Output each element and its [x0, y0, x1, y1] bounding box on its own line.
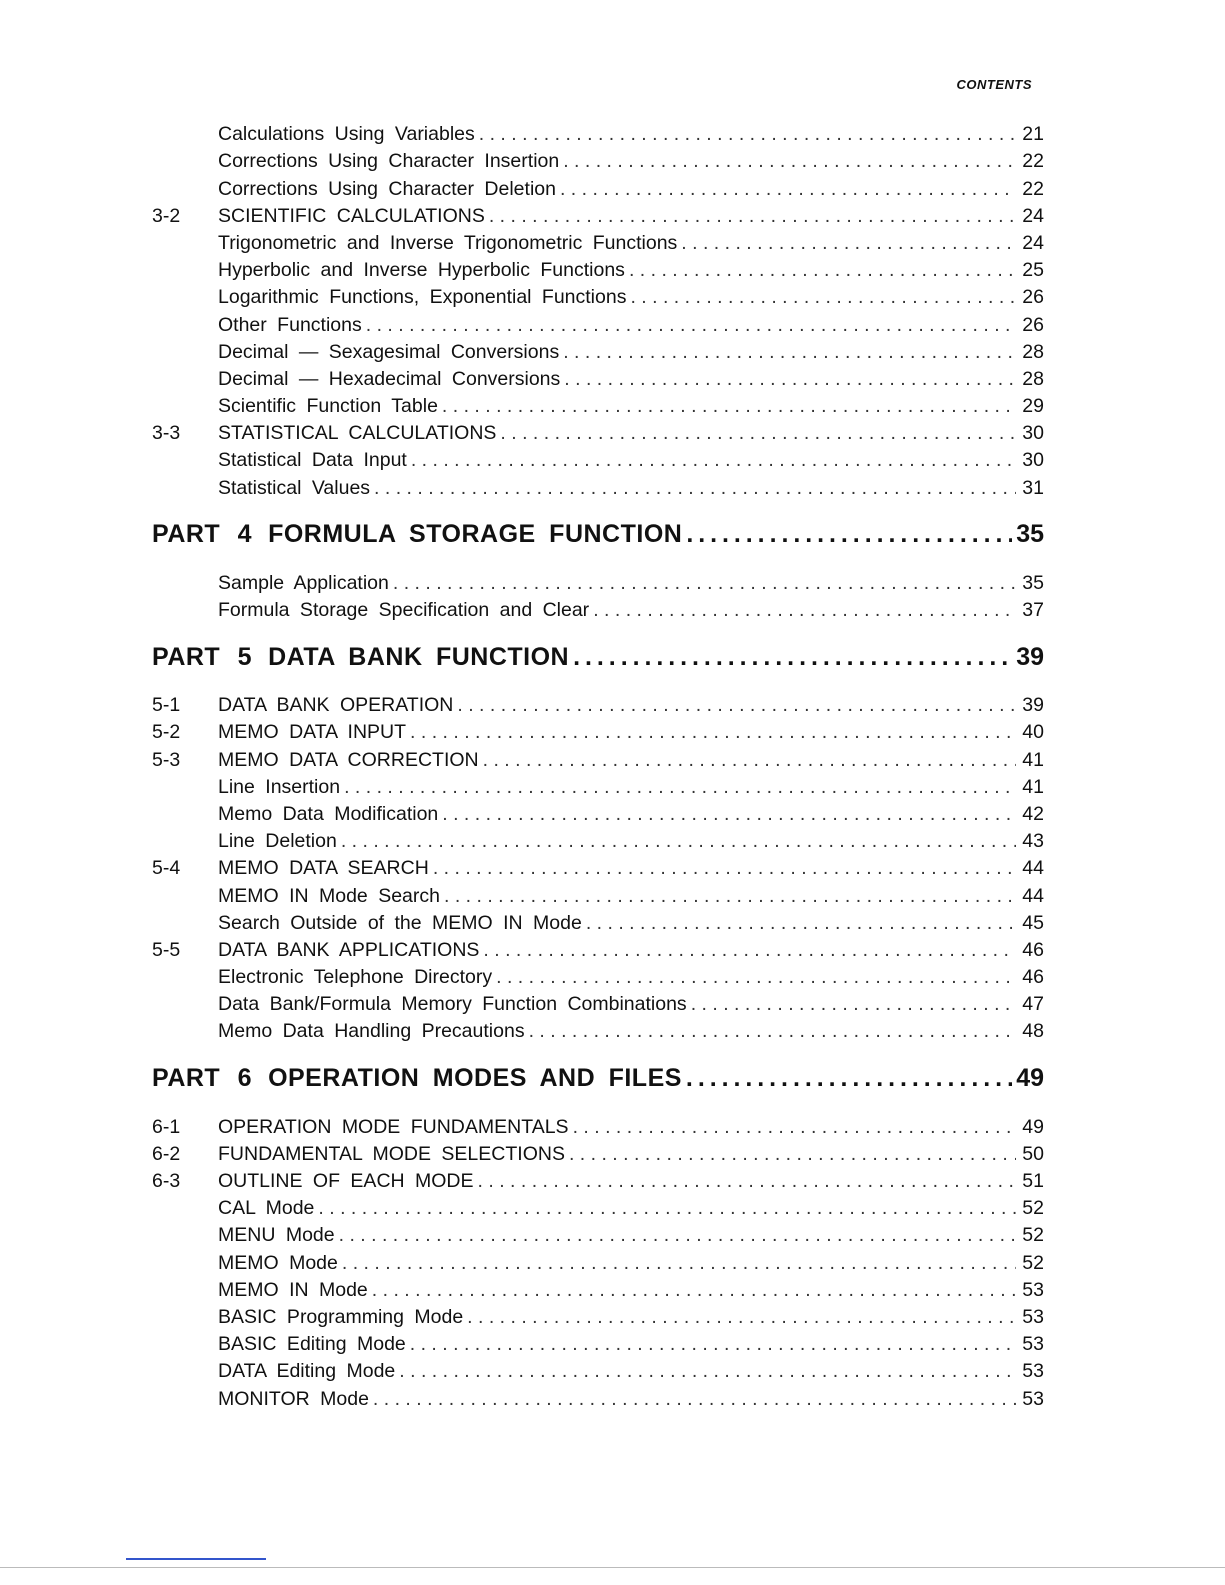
entry-title: Corrections Using Character Deletion — [218, 177, 556, 200]
entry-title: Calculations Using Variables — [218, 123, 475, 146]
entry-page-number: 46 — [1022, 938, 1044, 961]
dot-leader — [467, 1306, 1016, 1328]
entry-page-number: 53 — [1022, 1387, 1044, 1410]
toc-entry[interactable] — [152, 1248, 1044, 1275]
part-page-number: 49 — [1016, 1063, 1044, 1092]
entry-page-number: 52 — [1022, 1197, 1044, 1220]
entry-title: Line Deletion — [218, 830, 337, 853]
dot-leader — [444, 885, 1016, 907]
entry-title: MEMO Mode — [218, 1251, 338, 1274]
entry-page-number: 53 — [1022, 1333, 1044, 1356]
entry-page-number: 26 — [1022, 286, 1044, 309]
dot-leader — [342, 1252, 1016, 1274]
section-number: 5-3 — [152, 748, 181, 771]
entry-title: Corrections Using Character Insertion — [218, 150, 560, 173]
dot-leader — [496, 966, 1016, 988]
toc-entry[interactable] — [152, 174, 1044, 201]
entry-page-number: 41 — [1022, 775, 1044, 798]
entry-page-number: 30 — [1022, 449, 1044, 472]
toc-entry[interactable] — [152, 1167, 1044, 1194]
entry-page-number: 49 — [1022, 1115, 1044, 1138]
section-number: 5-4 — [152, 857, 181, 880]
toc-entry[interactable] — [152, 446, 1044, 473]
dot-leader — [479, 123, 1016, 145]
section-number: 3-3 — [152, 422, 181, 445]
dot-leader — [573, 643, 1012, 672]
entry-title: MEMO DATA SEARCH — [218, 857, 429, 880]
toc-entry[interactable] — [152, 1330, 1044, 1357]
dot-leader — [341, 830, 1016, 852]
entry-title: Decimal — Sexagesimal Conversions — [218, 340, 560, 363]
entry-line — [218, 1388, 1044, 1410]
entry-line — [218, 1197, 1044, 1219]
entry-page-number: 41 — [1022, 748, 1044, 771]
toc-entry[interactable] — [152, 283, 1044, 310]
entry-page-number: 53 — [1022, 1360, 1044, 1383]
entry-page-number: 24 — [1022, 204, 1044, 227]
entry-page-number: 28 — [1022, 340, 1044, 363]
entry-line — [218, 395, 1044, 417]
dot-leader — [630, 286, 1016, 308]
entry-line — [218, 776, 1044, 798]
dot-leader — [483, 939, 1016, 961]
running-head: CONTENTS — [956, 77, 1032, 92]
part-label: PART 5 — [152, 642, 253, 671]
entry-line — [218, 449, 1044, 471]
entry-line — [218, 721, 1044, 743]
entry-line — [218, 1224, 1044, 1246]
entry-title: STATISTICAL CALCULATIONS — [218, 422, 497, 445]
entry-title: Memo Data Handling Precautions — [218, 1020, 525, 1043]
dot-leader — [569, 1143, 1016, 1165]
dot-leader — [686, 1064, 1012, 1093]
entry-title: MEMO DATA CORRECTION — [218, 748, 479, 771]
section-number: 6-3 — [152, 1170, 181, 1192]
page-bottom-link-marker — [126, 1558, 266, 1560]
dot-leader — [500, 422, 1016, 444]
entry-title: CAL Mode — [218, 1197, 315, 1220]
entry-line — [218, 232, 1044, 254]
entry-line — [218, 993, 1044, 1015]
dot-leader — [560, 178, 1016, 200]
toc-entry[interactable] — [152, 1112, 1044, 1139]
dot-leader — [489, 205, 1016, 227]
entry-line — [218, 259, 1044, 281]
dot-leader — [529, 1020, 1016, 1042]
part-page-number: 39 — [1016, 642, 1044, 671]
toc-entry[interactable] — [152, 1140, 1044, 1167]
toc-entry[interactable] — [152, 365, 1044, 392]
part-title: OPERATION MODES AND FILES — [268, 1063, 682, 1092]
toc-entry[interactable] — [152, 881, 1044, 908]
entry-line — [218, 749, 1044, 771]
entry-title: Search Outside of the MEMO IN Mode — [218, 911, 582, 934]
part-label: PART 6 — [152, 1063, 253, 1092]
entry-title: OUTLINE OF EACH MODE — [218, 1170, 474, 1192]
entry-line — [218, 885, 1044, 907]
toc-entry[interactable] — [152, 1357, 1044, 1384]
entry-line — [218, 205, 1044, 227]
entry-line — [218, 1306, 1044, 1328]
entry-line — [218, 830, 1044, 852]
entry-line — [218, 572, 1044, 594]
toc-entry[interactable] — [152, 854, 1044, 881]
entry-title: Statistical Values — [218, 476, 371, 499]
entry-line — [218, 857, 1044, 879]
section-number: 3-2 — [152, 204, 181, 227]
entry-page-number: 25 — [1022, 259, 1044, 282]
toc-entry[interactable] — [152, 229, 1044, 256]
entry-page-number: 37 — [1022, 599, 1044, 621]
entry-title: Other Functions — [218, 313, 362, 336]
dot-leader — [691, 993, 1016, 1015]
entry-title: OPERATION MODE FUNDAMENTALS — [218, 1115, 569, 1138]
dot-leader — [372, 1279, 1016, 1301]
toc-entry[interactable] — [152, 473, 1044, 500]
dot-leader — [399, 1360, 1016, 1382]
toc-entry[interactable] — [152, 120, 1044, 147]
entry-title: Trigonometric and Inverse Trigonometric Functions — [218, 231, 678, 254]
dot-leader — [564, 368, 1016, 390]
table-of-contents — [152, 120, 1044, 1412]
entry-line — [218, 178, 1044, 200]
toc-entry[interactable] — [152, 800, 1044, 827]
entry-title: Sample Application — [218, 571, 389, 594]
toc-entry[interactable] — [152, 827, 1044, 854]
dot-leader — [366, 314, 1016, 336]
dot-leader — [563, 150, 1016, 172]
toc-entry[interactable] — [152, 256, 1044, 283]
entry-page-number: 53 — [1022, 1278, 1044, 1301]
entry-line — [218, 1170, 1044, 1192]
entry-page-number: 47 — [1022, 993, 1044, 1016]
entry-title: Electronic Telephone Directory — [218, 966, 493, 989]
dot-leader — [344, 776, 1016, 798]
part-title: FORMULA STORAGE FUNCTION — [268, 520, 683, 549]
entry-line — [218, 150, 1044, 172]
toc-entry[interactable] — [152, 310, 1044, 337]
entry-line — [218, 477, 1044, 499]
toc-entry[interactable] — [152, 392, 1044, 419]
dot-leader — [410, 1333, 1016, 1355]
entry-title: Line Insertion — [218, 775, 341, 798]
toc-entry[interactable] — [152, 1303, 1044, 1330]
entry-title: Data Bank/Formula Memory Function Combinations — [218, 993, 687, 1016]
dot-leader — [442, 395, 1016, 417]
entry-title: MEMO DATA INPUT — [218, 721, 407, 744]
part-heading[interactable] — [152, 1050, 1044, 1106]
toc-entry[interactable] — [152, 596, 1044, 623]
entry-line — [218, 803, 1044, 825]
entry-title: MEMO IN Mode Search — [218, 884, 440, 907]
toc-entry[interactable] — [152, 1194, 1044, 1221]
dot-leader — [586, 912, 1016, 934]
entry-page-number: 21 — [1022, 123, 1044, 146]
section-number: 5-1 — [152, 694, 181, 717]
entry-line — [218, 422, 1044, 444]
toc-entry[interactable] — [152, 963, 1044, 990]
entry-line — [218, 1360, 1044, 1382]
entry-page-number: 44 — [1022, 857, 1044, 880]
entry-page-number: 43 — [1022, 830, 1044, 853]
entry-page-number: 46 — [1022, 966, 1044, 989]
toc-entry[interactable] — [152, 202, 1044, 229]
entry-line — [218, 599, 1044, 621]
dot-leader — [681, 232, 1016, 254]
entry-title: BASIC Editing Mode — [218, 1333, 406, 1356]
entry-title: MENU Mode — [218, 1224, 335, 1247]
entry-page-number: 39 — [1022, 694, 1044, 717]
toc-entry[interactable] — [152, 1017, 1044, 1044]
toc-entry[interactable] — [152, 745, 1044, 772]
dot-leader — [442, 803, 1016, 825]
entry-title: SCIENTIFIC CALCULATIONS — [218, 204, 485, 227]
dot-leader — [563, 341, 1016, 363]
part-title: DATA BANK FUNCTION — [268, 642, 570, 671]
toc-entry[interactable] — [152, 718, 1044, 745]
entry-line — [218, 123, 1044, 145]
entry-title: Formula Storage Specification and Clear — [218, 599, 590, 621]
toc-entry[interactable] — [152, 990, 1044, 1017]
entry-line — [218, 939, 1044, 961]
dot-leader — [393, 572, 1016, 594]
toc-entry[interactable] — [152, 909, 1044, 936]
toc-entry[interactable] — [152, 419, 1044, 446]
entry-title: Decimal — Hexadecimal Conversions — [218, 367, 561, 390]
dot-leader — [339, 1224, 1016, 1246]
entry-title: MEMO IN Mode — [218, 1278, 368, 1301]
dot-leader — [318, 1197, 1016, 1219]
entry-line — [218, 1333, 1044, 1355]
entry-line — [218, 966, 1044, 988]
toc-entry[interactable] — [152, 338, 1044, 365]
entry-page-number: 35 — [1022, 571, 1044, 594]
part-heading[interactable] — [152, 507, 1044, 563]
entry-line — [218, 1252, 1044, 1274]
entry-page-number: 42 — [1022, 802, 1044, 825]
entry-page-number: 31 — [1022, 476, 1044, 499]
entry-line — [218, 1143, 1044, 1165]
page-bottom-rule — [0, 1567, 1225, 1568]
dot-leader — [410, 721, 1016, 743]
toc-entry[interactable] — [152, 1276, 1044, 1303]
entry-page-number: 24 — [1022, 231, 1044, 254]
entry-title: Memo Data Modification — [218, 802, 439, 825]
section-number: 5-2 — [152, 721, 181, 744]
entry-title: MONITOR Mode — [218, 1387, 369, 1410]
entry-title: BASIC Programming Mode — [218, 1305, 464, 1328]
entry-title: Logarithmic Functions, Exponential Functions — [218, 286, 627, 309]
dot-leader — [433, 857, 1016, 879]
entry-page-number: 52 — [1022, 1224, 1044, 1247]
part-label: PART 4 — [152, 520, 253, 549]
entry-title: DATA BANK OPERATION — [218, 694, 454, 717]
dot-leader — [457, 694, 1016, 716]
dot-leader — [373, 1388, 1016, 1410]
entry-page-number: 30 — [1022, 422, 1044, 445]
entry-title: DATA BANK APPLICATIONS — [218, 938, 480, 961]
entry-page-number: 29 — [1022, 395, 1044, 418]
section-number: 5-5 — [152, 938, 181, 961]
part-page-number: 35 — [1016, 520, 1044, 549]
entry-line — [218, 1020, 1044, 1042]
toc-entry[interactable] — [152, 1384, 1044, 1411]
dot-leader — [573, 1116, 1016, 1138]
entry-line — [218, 1116, 1044, 1138]
entry-page-number: 51 — [1022, 1170, 1044, 1192]
entry-line — [218, 694, 1044, 716]
entry-line — [218, 912, 1044, 934]
dot-leader — [374, 477, 1016, 499]
entry-page-number: 48 — [1022, 1020, 1044, 1043]
part-heading[interactable] — [152, 629, 1044, 685]
entry-page-number: 53 — [1022, 1305, 1044, 1328]
entry-page-number: 44 — [1022, 884, 1044, 907]
entry-line — [218, 286, 1044, 308]
entry-page-number: 52 — [1022, 1251, 1044, 1274]
toc-entry[interactable] — [152, 569, 1044, 596]
entry-line — [218, 368, 1044, 390]
entry-title: Statistical Data Input — [218, 449, 407, 472]
toc-entry[interactable] — [152, 1221, 1044, 1248]
entry-page-number: 22 — [1022, 150, 1044, 173]
entry-title: FUNDAMENTAL MODE SELECTIONS — [218, 1142, 565, 1165]
entry-page-number: 50 — [1022, 1142, 1044, 1165]
entry-page-number: 28 — [1022, 367, 1044, 390]
dot-leader — [478, 1170, 1016, 1192]
dot-leader — [629, 259, 1016, 281]
dot-leader — [483, 749, 1016, 771]
entry-page-number: 26 — [1022, 313, 1044, 336]
entry-line — [218, 1279, 1044, 1301]
dot-leader — [686, 520, 1012, 549]
toc-entry[interactable] — [152, 147, 1044, 174]
toc-entry[interactable] — [152, 936, 1044, 963]
entry-title: Hyperbolic and Inverse Hyperbolic Functions — [218, 259, 625, 282]
dot-leader — [411, 449, 1016, 471]
entry-title: Scientific Function Table — [218, 395, 438, 418]
entry-page-number: 22 — [1022, 177, 1044, 200]
entry-line — [218, 314, 1044, 336]
entry-page-number: 45 — [1022, 911, 1044, 934]
entry-page-number: 40 — [1022, 721, 1044, 744]
entry-title: DATA Editing Mode — [218, 1360, 396, 1383]
section-number: 6-1 — [152, 1115, 181, 1138]
toc-entry[interactable] — [152, 691, 1044, 718]
section-number: 6-2 — [152, 1142, 181, 1165]
entry-line — [218, 341, 1044, 363]
dot-leader — [593, 599, 1016, 621]
toc-entry[interactable] — [152, 773, 1044, 800]
